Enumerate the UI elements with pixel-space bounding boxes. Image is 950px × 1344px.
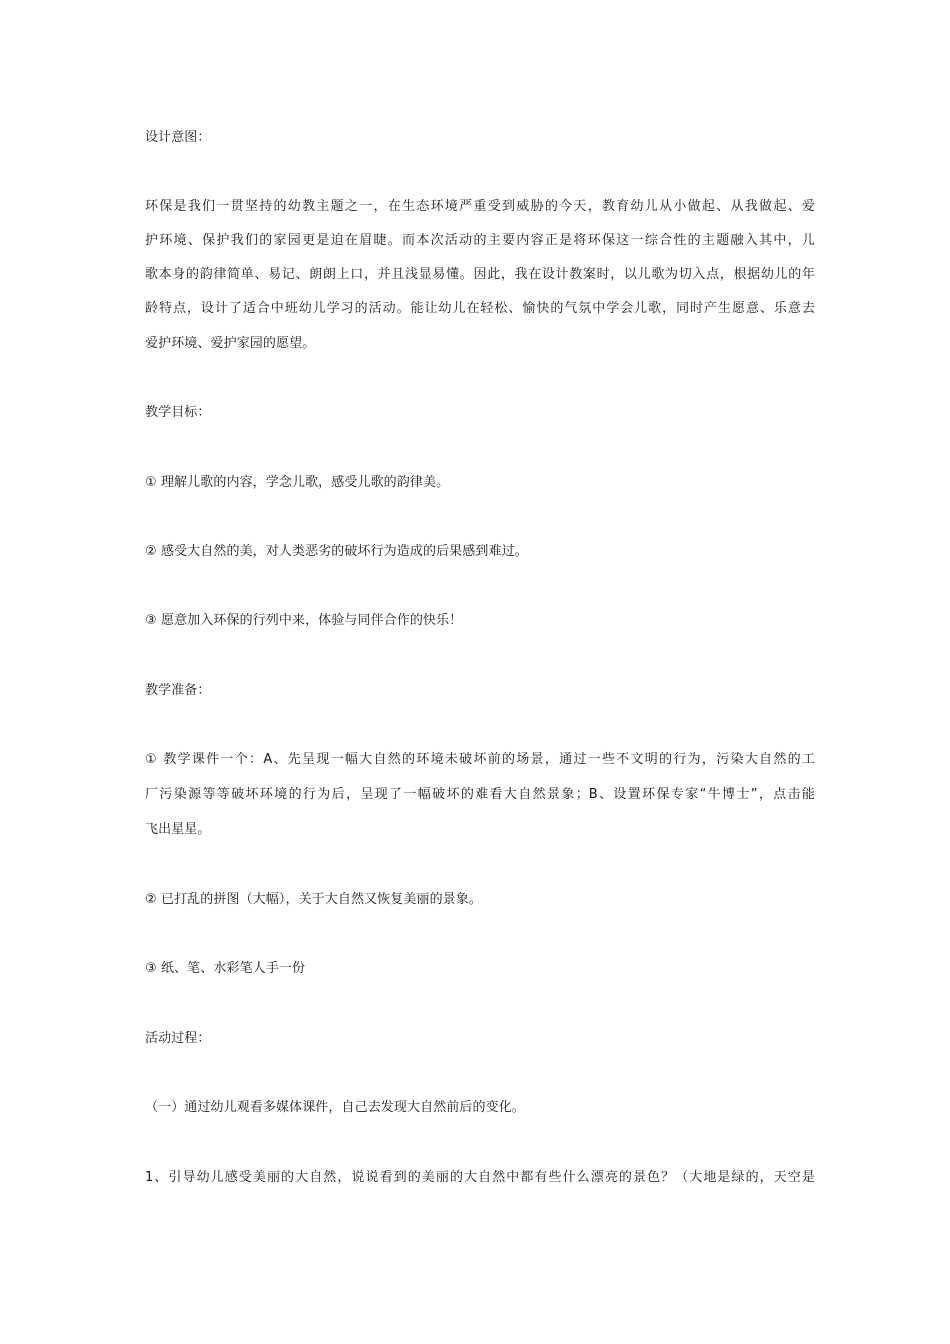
teaching-prep-heading: 教学准备： (145, 683, 211, 698)
design-intent-heading: 设计意图： (145, 130, 211, 145)
teaching-goal-item: ① 理解儿歌的内容，学念儿歌，感受儿歌的韵律美。 (145, 475, 450, 490)
teaching-prep-item: ③ 纸、笔、水彩笔人手一份 (145, 961, 306, 976)
teaching-goal-item: ② 感受大自然的美，对人类恶劣的破坏行为造成的后果感到难过。 (145, 544, 528, 559)
design-intent-line: 歌本身的韵律简单、易记、朗朗上口，并且浅显易懂。因此，我在设计教案时，以儿歌为切入点，根据幼儿的年 (145, 267, 815, 282)
design-intent-line: 环保是我们一贯坚持的幼教主题之一，在生态环境严重受到威胁的今天，教育幼儿从小做起、从我做起、爱 (145, 199, 815, 214)
teaching-goals-heading: 教学目标： (145, 405, 211, 420)
teaching-goal-item: ③ 愿意加入环保的行列中来，体验与同伴合作的快乐！ (145, 613, 463, 628)
teaching-prep-line: 飞出星星。 (145, 822, 211, 837)
activity-section-title: （一）通过幼儿观看多媒体课件，自己去发现大自然前后的变化。 (145, 1100, 525, 1115)
teaching-prep-line: ① 教学课件一个：A、先呈现一幅大自然的环境未破坏前的场景，通过一些不文明的行为，污染大自然的工 (145, 752, 815, 767)
design-intent-line: 爱护环境、爱护家园的愿望。 (145, 336, 316, 351)
teaching-prep-line: 厂污染源等等破坏环境的行为后，呈现了一幅破坏的难看大自然景象；B、设置环保专家“牛博士”，点击能 (145, 787, 815, 802)
activity-step: 1、引导幼儿感受美丽的大自然，说说看到的美丽的大自然中都有些什么漂亮的景色？（大地是绿的，天空是 (145, 1170, 815, 1185)
design-intent-line: 龄特点，设计了适合中班幼儿学习的活动。能让幼儿在轻松、愉快的气氛中学会儿歌，同时产生愿意、乐意去 (145, 301, 815, 316)
teaching-prep-item: ② 已打乱的拼图（大幅），关于大自然又恢复美丽的景象。 (145, 892, 482, 907)
design-intent-line: 护环境、保护我们的家园更是迫在眉睫。而本次活动的主要内容正是将环保这一综合性的主题融入其中，儿 (145, 233, 815, 248)
activity-process-heading: 活动过程： (145, 1031, 211, 1046)
